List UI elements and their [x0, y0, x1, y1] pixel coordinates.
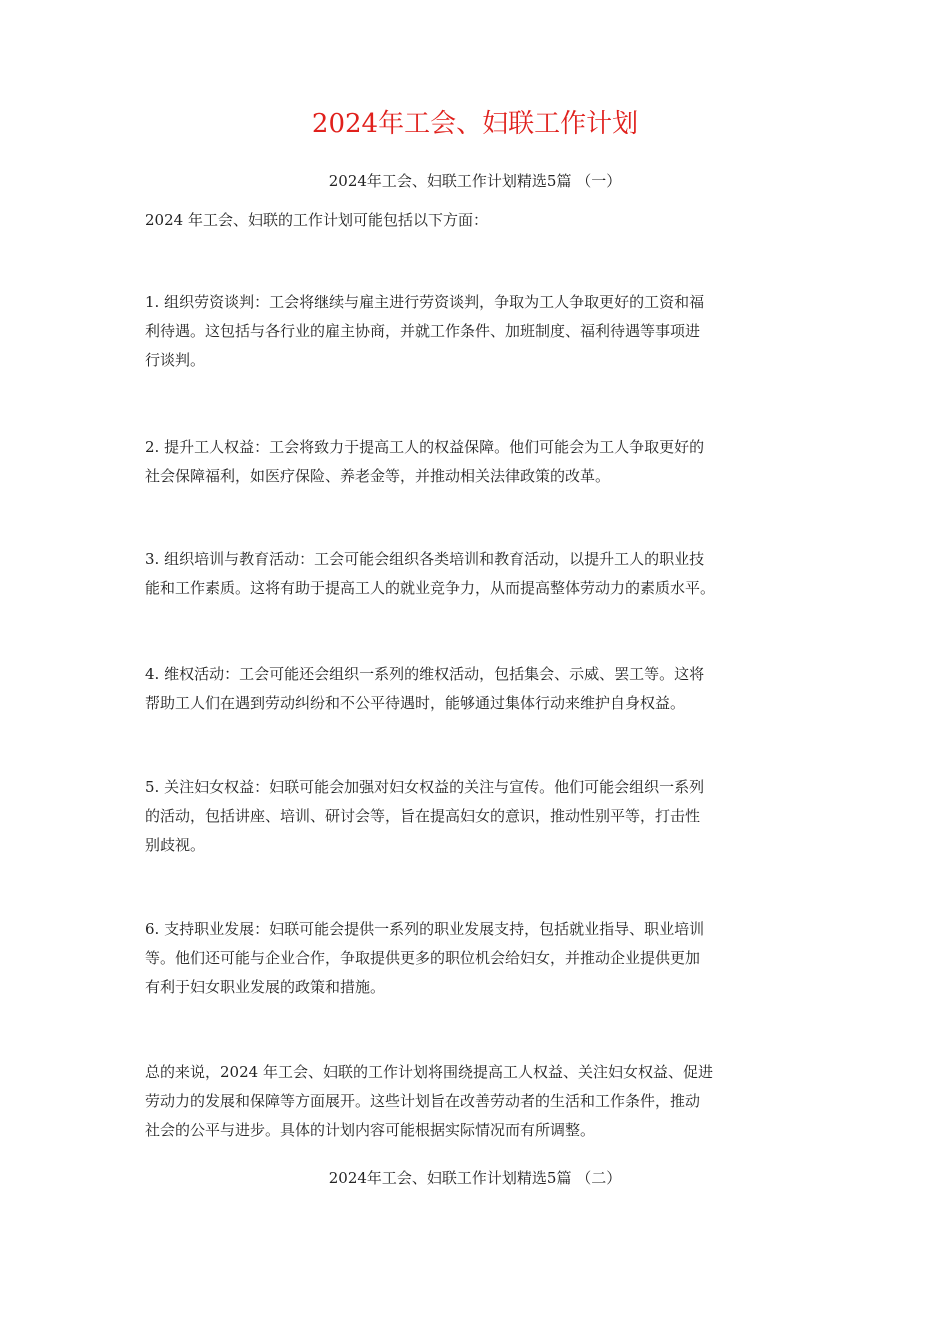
paragraph-summary	[145, 1058, 825, 1145]
paragraph-worker-rights	[145, 433, 825, 491]
paragraph-women-rights	[145, 773, 825, 860]
paragraph-line: 等。他们还可能与企业合作，争取提供更多的职位机会给妇女，并推动企业提供更加	[145, 949, 701, 967]
paragraph-career-development	[145, 915, 825, 1002]
paragraph-line: 2. 提升工人权益：工会将致力于提高工人的权益保障。他们可能会为工人争取更好的	[145, 438, 705, 456]
paragraph-rights-activities	[145, 660, 825, 718]
paragraph-line: 有利于妇女职业发展的政策和措施。	[145, 978, 386, 996]
paragraph-line: 社会保障福利，如医疗保险、养老金等，并推动相关法律政策的改革。	[145, 467, 611, 485]
paragraph-line: 帮助工人们在遇到劳动纠纷和不公平待遇时，能够通过集体行动来维护自身权益。	[145, 694, 686, 712]
paragraph-line: 利待遇。这包括与各行业的雇主协商，并就工作条件、加班制度、福利待遇等事项进	[145, 322, 701, 340]
paragraph-line: 6. 支持职业发展：妇联可能会提供一系列的职业发展支持，包括就业指导、职业培训	[145, 920, 705, 938]
section-heading-two: 2024年工会、妇联工作计划精选5篇 （二）	[328, 1169, 622, 1187]
paragraph-line: 行谈判。	[145, 351, 206, 369]
paragraph-line: 5. 关注妇女权益：妇联可能会加强对妇女权益的关注与宣传。他们可能会组织一系列	[145, 778, 705, 796]
paragraph-line: 的活动，包括讲座、培训、研讨会等，旨在提高妇女的意识，推动性别平等，打击性	[145, 807, 701, 825]
section-heading-one: 2024年工会、妇联工作计划精选5篇 （一）	[328, 172, 622, 190]
paragraph-line: 3. 组织培训与教育活动：工会可能会组织各类培训和教育活动，以提升工人的职业技	[145, 550, 705, 568]
paragraph-line: 能和工作素质。这将有助于提高工人的就业竞争力，从而提高整体劳动力的素质水平。	[145, 579, 716, 597]
paragraph-line: 劳动力的发展和保障等方面展开。这些计划旨在改善劳动者的生活和工作条件，推动	[145, 1092, 701, 1110]
paragraph-line: 总的来说，2024 年工会、妇联的工作计划将围绕提高工人权益、关注妇女权益、促进	[145, 1063, 713, 1081]
paragraph-line: 社会的公平与进步。具体的计划内容可能根据实际情况而有所调整。	[145, 1121, 596, 1139]
paragraph-line: 别歧视。	[145, 836, 206, 854]
paragraph-labor-negotiation	[145, 288, 825, 375]
paragraph-training	[145, 545, 825, 603]
document-title: 2024年工会、妇联工作计划	[311, 109, 639, 139]
paragraph-line: 4. 维权活动：工会可能还会组织一系列的维权活动，包括集会、示威、罢工等。这将	[145, 665, 705, 683]
paragraph-line: 1. 组织劳资谈判：工会将继续与雇主进行劳资谈判，争取为工人争取更好的工资和福	[145, 293, 705, 311]
intro-paragraph: 2024 年工会、妇联的工作计划可能包括以下方面：	[145, 211, 488, 229]
